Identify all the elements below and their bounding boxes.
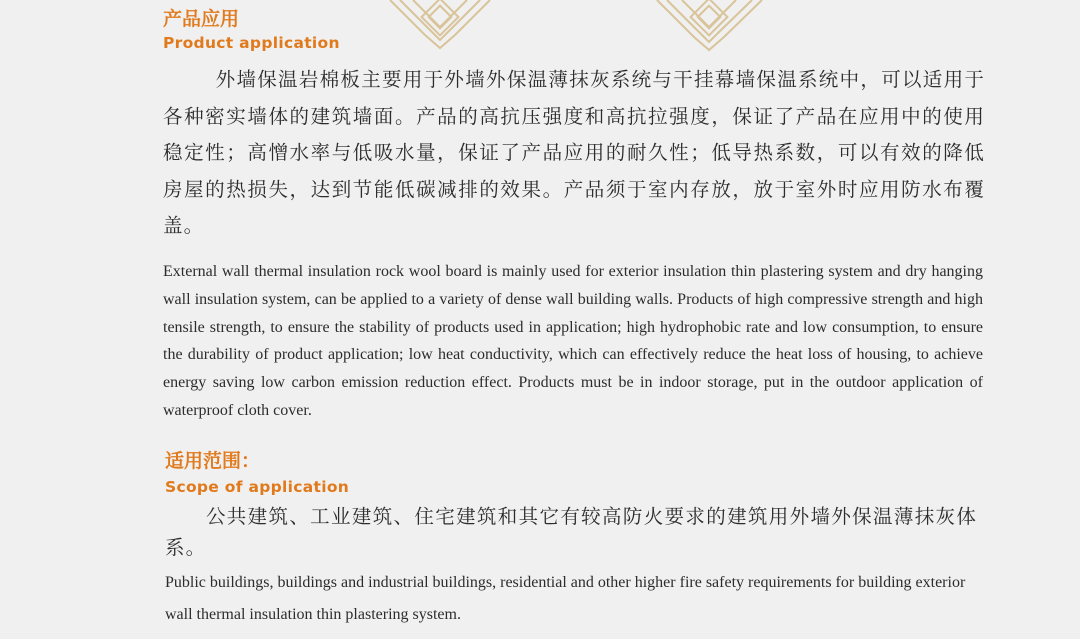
scope-heading-en: Scope of application — [165, 478, 350, 496]
product-application-body-en: External wall thermal insulation rock wool board is mainly used for exterior insulation thin plastering system and dry hanging wall insulation system, can be applied to a variety of dense wall building walls. Products of high compressive strength and high tensile strength, to ensure the stability of products used in application; high hydrophobic rate and low consumption, to ensure the durability of product application; low heat conductivity, which can effectively reduce the heat loss of housing, to achieve energy saving low carbon emission reduction effect. Products must be in indoor storage, put in the outdoor application of waterproof cloth cover. — [163, 263, 983, 419]
scope-heading-cn: 适用范围： — [165, 450, 261, 472]
scope-body-en: Public buildings, buildings and industrial buildings, residential and other higher fire safety requirements for building exterior wall thermal insulation thin plastering system. — [165, 574, 966, 623]
product-application-heading-cn: 产品应用 — [163, 8, 240, 30]
decorative-knot-ornament-right — [652, 0, 767, 55]
scope-body-cn: 公共建筑、工业建筑、住宅建筑和其它有较高防火要求的建筑用外墙外保温薄抹灰体系。 — [165, 505, 977, 559]
decorative-knot-ornament-left — [385, 0, 495, 55]
product-application-heading-en: Product application — [163, 34, 340, 52]
product-application-body-cn: 外墙保温岩棉板主要用于外墙外保温薄抹灰系统与干挂幕墙保温系统中，可以适用于各种密实墙体的建筑墙面。产品的高抗压强度和高抗拉强度，保证了产品在应用中的使用稳定性；高憎水率与低吸水量，保证了产品应用的耐久性；低导热系数，可以有效的降低房屋的热损失，达到节能低碳减排的效果。产品须于室内存放，放于室外时应用防水布覆盖。 — [163, 68, 985, 237]
